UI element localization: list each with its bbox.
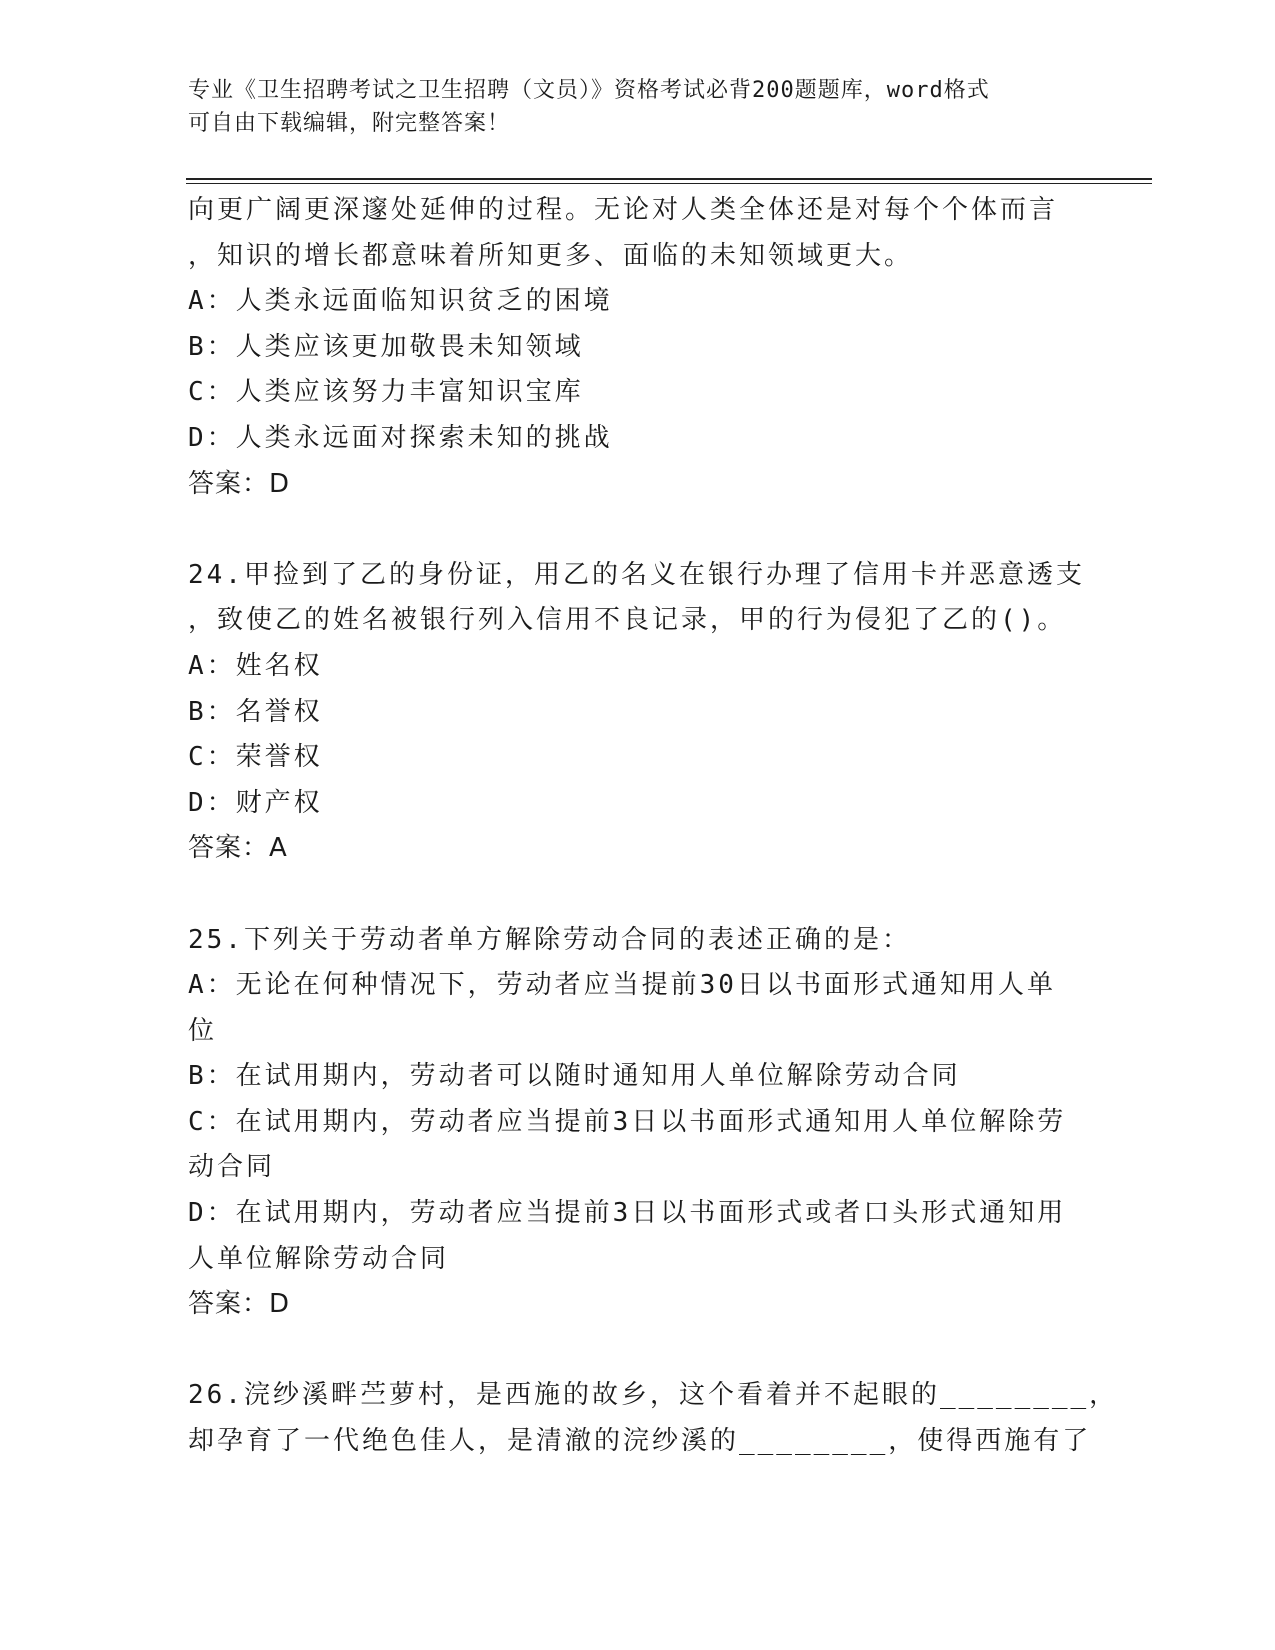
option-d: D：人类永远面对探索未知的挑战 bbox=[188, 422, 613, 453]
option-d: D：在试用期内，劳动者应当提前3日以书面形式或者口头形式通知用 bbox=[188, 1198, 1067, 1229]
question-stem-line: 却孕育了一代绝色佳人，是清澈的浣纱溪的________，使得西施有了 bbox=[188, 1426, 1092, 1457]
option-c: C：在试用期内，劳动者应当提前3日以书面形式通知用人单位解除劳 bbox=[188, 1106, 1067, 1137]
header-line-2: 可自由下载编辑，附完整答案！ bbox=[188, 111, 511, 136]
answer-line: 答案：A bbox=[188, 833, 288, 864]
question-stem-line: 26.浣纱溪畔苎萝村，是西施的故乡，这个看着并不起眼的________， bbox=[188, 1380, 1119, 1411]
spacer bbox=[188, 507, 1088, 553]
header-divider-thick bbox=[186, 178, 1152, 180]
spacer bbox=[188, 872, 1088, 918]
option-a: A：无论在何种情况下，劳动者应当提前30日以书面形式通知用人单 bbox=[188, 970, 1056, 1001]
document-header bbox=[188, 74, 1068, 140]
header-divider-thin bbox=[186, 183, 1152, 184]
answer-line: 答案：D bbox=[188, 1289, 291, 1320]
answer-line: 答案：D bbox=[188, 468, 291, 499]
header-line-1: 专业《卫生招聘考试之卫生招聘（文员）》资格考试必背200题题库，word格式 bbox=[188, 78, 990, 103]
question-stem-line: 25.下列关于劳动者单方解除劳动合同的表述正确的是： bbox=[188, 924, 911, 955]
question-stem-line: ，致使乙的姓名被银行列入信用不良记录，甲的行为侵犯了乙的()。 bbox=[188, 605, 1067, 636]
option-b: B：人类应该更加敬畏未知领域 bbox=[188, 331, 584, 362]
question-content bbox=[188, 188, 1119, 1465]
question-stem-line: ，知识的增长都意味着所知更多、面临的未知领域更大。 bbox=[188, 240, 914, 271]
question-24 bbox=[188, 553, 1088, 872]
option-c-continued: 动合同 bbox=[188, 1152, 276, 1183]
option-b: B：名誉权 bbox=[188, 696, 323, 727]
question-25 bbox=[188, 918, 1088, 1328]
question-26 bbox=[188, 1373, 1119, 1464]
option-d: D：财产权 bbox=[188, 787, 323, 818]
option-c: C：人类应该努力丰富知识宝库 bbox=[188, 377, 584, 408]
spacer bbox=[188, 1328, 1088, 1374]
option-a: A：人类永远面临知识贫乏的困境 bbox=[188, 286, 613, 317]
option-a-continued: 位 bbox=[188, 1015, 218, 1046]
option-b: B：在试用期内，劳动者可以随时通知用人单位解除劳动合同 bbox=[188, 1061, 961, 1092]
option-d-continued: 人单位解除劳动合同 bbox=[188, 1243, 450, 1274]
question-23 bbox=[188, 188, 1088, 507]
question-stem-line: 24.甲捡到了乙的身份证，用乙的名义在银行办理了信用卡并恶意透支 bbox=[188, 559, 1085, 590]
question-stem-line: 向更广阔更深邃处延伸的过程。无论对人类全体还是对每个个体而言 bbox=[188, 195, 1059, 225]
option-c: C：荣誉权 bbox=[188, 742, 323, 773]
option-a: A：姓名权 bbox=[188, 650, 323, 681]
